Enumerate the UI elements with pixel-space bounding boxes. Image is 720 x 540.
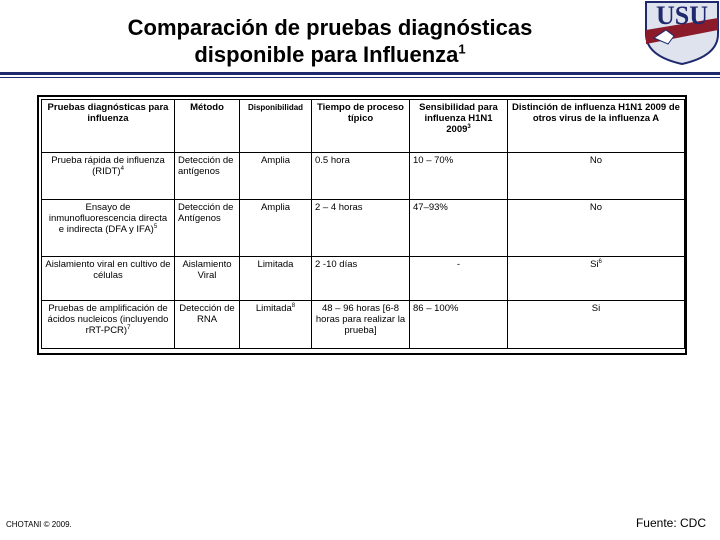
header-availability: Disponibilidad bbox=[240, 100, 312, 153]
cell-distinction bbox=[508, 200, 685, 257]
cell-method: Detección de antígenos bbox=[175, 153, 240, 200]
cell-availability bbox=[240, 153, 312, 200]
slide-title bbox=[80, 14, 580, 68]
cell-test-footnote: 7 bbox=[127, 324, 131, 331]
header-rule-thin bbox=[0, 77, 720, 78]
cell-distinction bbox=[508, 257, 685, 301]
header-sensitivity-text: Sensibilidad para influenza H1N1 2009 bbox=[419, 102, 498, 135]
cell-distinction-text: Si bbox=[591, 303, 601, 314]
table-row bbox=[42, 257, 685, 301]
cell-time: 0.5 hora bbox=[312, 153, 410, 200]
cell-distinction bbox=[508, 153, 685, 200]
cell-distinction-text: Si bbox=[590, 259, 599, 270]
cell-availability-footnote: 8 bbox=[291, 302, 296, 309]
source-note: Fuente: CDC bbox=[635, 516, 706, 530]
cell-time: 48 – 96 horas [6-8 horas para realizar la prueba] bbox=[312, 301, 410, 349]
svg-text:USU: USU bbox=[655, 1, 709, 30]
table-row bbox=[42, 153, 685, 200]
cell-availability-text: Amplia bbox=[260, 155, 291, 166]
cell-test bbox=[42, 301, 175, 349]
cell-availability bbox=[240, 257, 312, 301]
cell-test bbox=[42, 153, 175, 200]
header-sensitivity bbox=[410, 100, 508, 153]
comparison-table-frame bbox=[37, 95, 687, 355]
cell-time: 2 – 4 horas bbox=[312, 200, 410, 257]
cell-time: 2 -10 días bbox=[312, 257, 410, 301]
cell-method: Detección de RNA bbox=[175, 301, 240, 349]
cell-distinction-text: No bbox=[589, 202, 603, 213]
cell-availability-text: Limitada bbox=[257, 259, 294, 270]
header-sensitivity-footnote: 3 bbox=[467, 123, 471, 130]
slide-title-footnote: 1 bbox=[458, 41, 466, 57]
header-test: Pruebas diagnósticas para influenza bbox=[42, 100, 175, 153]
cell-test bbox=[42, 257, 175, 301]
cell-test-text: Aislamiento viral en cultivo de células bbox=[45, 259, 171, 281]
cell-distinction-text: No bbox=[589, 155, 603, 166]
cell-availability-text: Limitada bbox=[255, 303, 292, 314]
header-distinction: Distinción de influenza H1N1 2009 de otros virus de la influenza A bbox=[508, 100, 685, 153]
copyright-notice: CHOTANI © 2009. bbox=[6, 520, 72, 529]
cell-test-text: Pruebas de amplificación de ácidos nucleicos (incluyendo rRT-PCR) bbox=[47, 303, 169, 336]
cell-test-text: Prueba rápida de influenza (RIDT) bbox=[51, 155, 165, 177]
cell-test bbox=[42, 200, 175, 257]
header-time: Tiempo de proceso típico bbox=[312, 100, 410, 153]
usu-shield-logo bbox=[644, 0, 720, 66]
slide-title-line2 bbox=[80, 41, 580, 68]
cell-availability bbox=[240, 301, 312, 349]
cell-test-text: Ensayo de inmunofluorescencia directa e indirecta (DFA y IFA) bbox=[48, 202, 168, 235]
slide-title-line2-text: disponible para Influenza bbox=[194, 42, 459, 67]
cell-distinction-footnote: 6 bbox=[598, 258, 602, 265]
cell-sensitivity: 86 – 100% bbox=[410, 301, 508, 349]
table-row bbox=[42, 301, 685, 349]
cell-sensitivity: - bbox=[410, 257, 508, 301]
comparison-table bbox=[41, 99, 685, 349]
cell-sensitivity: 10 – 70% bbox=[410, 153, 508, 200]
header-rule-thick bbox=[0, 72, 720, 75]
cell-test-footnote: 4 bbox=[120, 165, 124, 172]
table-header-row bbox=[42, 100, 685, 153]
cell-availability-text: Amplia bbox=[260, 202, 291, 213]
cell-test-footnote: 5 bbox=[153, 223, 158, 230]
cell-distinction bbox=[508, 301, 685, 349]
slide-title-line1: Comparación de pruebas diagnósticas bbox=[127, 15, 533, 40]
table-row bbox=[42, 200, 685, 257]
cell-method: Aislamiento Viral bbox=[175, 257, 240, 301]
header-method: Método bbox=[175, 100, 240, 153]
cell-availability bbox=[240, 200, 312, 257]
cell-method: Detección de Antígenos bbox=[175, 200, 240, 257]
cell-sensitivity: 47–93% bbox=[410, 200, 508, 257]
